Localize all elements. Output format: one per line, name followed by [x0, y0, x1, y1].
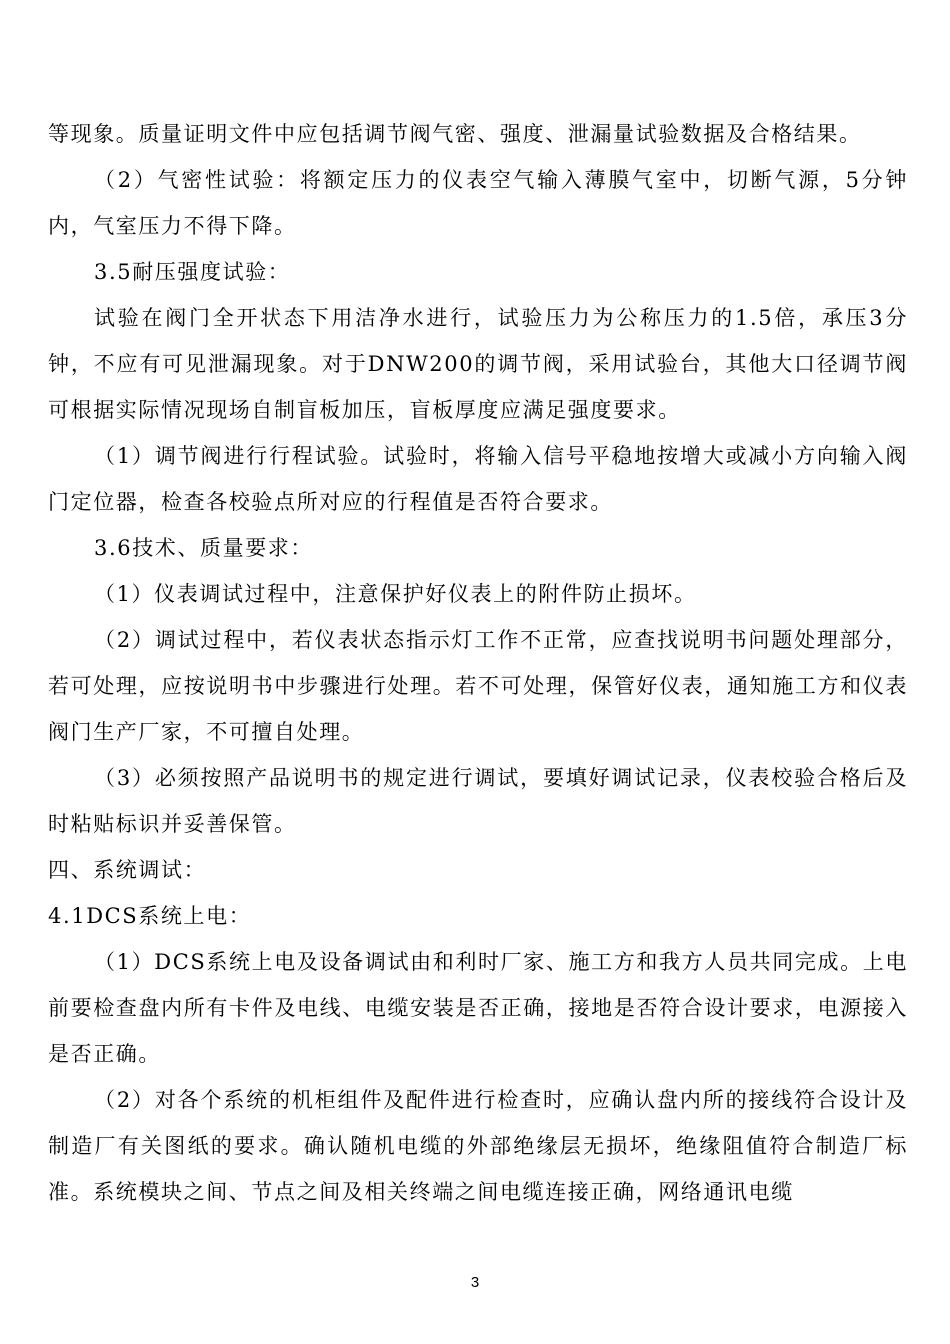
- paragraph-2: （2）气密性试验：将额定压力的仪表空气输入薄膜气室中，切断气源，5分钟内，气室压力不得下降。: [48, 168, 908, 238]
- section-heading-4-1: 4.1DCS系统上电：: [48, 904, 252, 928]
- paragraph-12: （1）DCS系统上电及设备调试由和利时厂家、施工方和我方人员共同完成。上电前要检查盘内所有卡件及电线、电缆安装是否正确，接地是否符合设计要求，电源接入是否正确。: [48, 950, 908, 1066]
- paragraph-5: （1）调节阀进行行程试验。试验时，将输入信号平稳地按增大或减小方向输入阀门定位器，检查各校验点所对应的行程值是否符合要求。: [48, 444, 908, 514]
- section-heading-3-5: 3.5耐压强度试验：: [94, 260, 291, 284]
- document-body: [48, 111, 908, 1215]
- paragraph-9: （3）必须按照产品说明书的规定进行调试，要填好调试记录，仪表校验合格后及时粘贴标识并妥善保管。: [48, 766, 908, 836]
- paragraph-4: 试验在阀门全开状态下用洁净水进行，试验压力为公称压力的1.5倍，承压3分钟，不应有可见泄漏现象。对于DNW200的调节阀，采用试验台，其他大口径调节阀可根据实际情况现场自制盲板加压，盲板厚度应满足强度要求。: [48, 306, 908, 422]
- paragraph-1: 等现象。质量证明文件中应包括调节阀气密、强度、泄漏量试验数据及合格结果。: [48, 122, 862, 146]
- section-heading-3-6: 3.6技术、质量要求：: [94, 536, 313, 560]
- page-number: 3: [470, 1274, 480, 1291]
- paragraph-8: （2）调试过程中，若仪表状态指示灯工作不正常，应查找说明书问题处理部分，若可处理，应按说明书中步骤进行处理。若不可处理，保管好仪表，通知施工方和仪表阀门生产厂家，不可擅自处理。: [48, 628, 908, 744]
- chapter-heading-4: 四、系统调试：: [48, 858, 207, 882]
- paragraph-7: （1）仪表调试过程中，注意保护好仪表上的附件防止损坏。: [94, 582, 697, 606]
- paragraph-13: （2）对各个系统的机柜组件及配件进行检查时，应确认盘内所的接线符合设计及制造厂有关图纸的要求。确认随机电缆的外部绝缘层无损坏，绝缘阻值符合制造厂标准。系统模块之间、节点之间及相关终端之间电缆连接正确，网络通讯电缆: [48, 1088, 908, 1204]
